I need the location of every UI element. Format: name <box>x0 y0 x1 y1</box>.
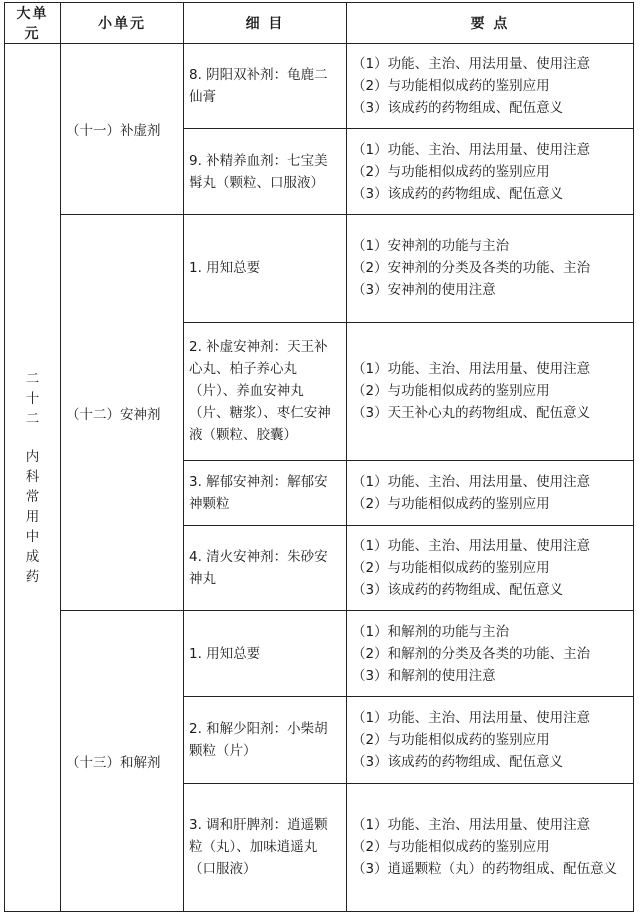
points-cell <box>347 129 634 215</box>
point-line: （1）功能、主治、用法用量、使用注意 <box>352 361 591 378</box>
item-cell: 3. 调和肝脾剂：逍遥颗粒（丸）、加味逍遥丸（口服液） <box>184 783 347 911</box>
point-line: （2）与功能相似成药的鉴别应用 <box>352 78 550 95</box>
item-cell: 9. 补精养血剂：七宝美髯丸（颗粒、口服液） <box>184 129 347 215</box>
header-points: 要 点 <box>347 3 634 44</box>
big-unit-label <box>26 369 40 587</box>
header-item: 细 目 <box>184 3 347 44</box>
point-line: （3）天王补心丸的药物组成、配伍意义 <box>352 405 591 422</box>
big-unit-cell <box>5 44 61 912</box>
point-line: （2）与功能相似成药的鉴别应用 <box>352 839 550 856</box>
point-line: （3）和解剂的使用注意 <box>352 667 496 684</box>
item-cell: 1. 用知总要 <box>184 215 347 322</box>
point-line: （2）与功能相似成药的鉴别应用 <box>352 495 550 512</box>
sub-unit-cell: （十二）安神剂 <box>61 215 184 611</box>
item-cell: 3. 解郁安神剂：解郁安神颗粒 <box>184 460 347 525</box>
points-cell <box>347 611 634 697</box>
point-line: （1）和解剂的功能与主治 <box>352 623 510 640</box>
syllabus-table <box>4 2 634 912</box>
point-line: （2）安神剂的分类及各类的功能、主治 <box>352 260 591 277</box>
points-cell <box>347 322 634 460</box>
sub-unit-cell: （十一）补虚剂 <box>61 44 184 215</box>
point-line: （2）与功能相似成药的鉴别应用 <box>352 383 550 400</box>
big-unit-char: 用 <box>25 508 40 525</box>
points-cell <box>347 697 634 783</box>
header-big-unit: 大单元 <box>5 3 61 44</box>
header-sub-unit: 小单元 <box>61 3 184 44</box>
big-unit-char: 中 <box>25 528 40 545</box>
big-unit-char: 药 <box>25 568 40 585</box>
points-cell <box>347 44 634 129</box>
point-line: （2）与功能相似成药的鉴别应用 <box>352 163 550 180</box>
big-unit-char: 成 <box>25 548 40 565</box>
item-cell: 2. 和解少阳剂：小柴胡颗粒（片） <box>184 697 347 783</box>
big-unit-char: 十 <box>25 390 40 407</box>
points-cell <box>347 215 634 322</box>
point-line: （3）该成药的药物组成、配伍意义 <box>352 185 564 202</box>
item-cell: 1. 用知总要 <box>184 611 347 697</box>
big-unit-char: 内 <box>25 448 40 465</box>
point-line: （1）功能、主治、用法用量、使用注意 <box>352 473 591 490</box>
header-row <box>5 3 634 44</box>
point-line: （3）该成药的药物组成、配伍意义 <box>352 100 564 117</box>
points-cell <box>347 526 634 611</box>
point-line: （1）功能、主治、用法用量、使用注意 <box>352 56 591 73</box>
point-line: （1）功能、主治、用法用量、使用注意 <box>352 538 591 555</box>
points-cell <box>347 460 634 525</box>
item-cell: 4. 清火安神剂：朱砂安神丸 <box>184 526 347 611</box>
sub-unit-cell: （十三）和解剂 <box>61 611 184 912</box>
item-cell: 8. 阴阳双补剂：龟鹿二仙膏 <box>184 44 347 129</box>
point-line: （3）该成药的药物组成、配伍意义 <box>352 582 564 599</box>
item-cell: 2. 补虚安神剂：天王补心丸、柏子养心丸（片）、养血安神丸（片、糖浆）、枣仁安神液（颗粒、胶囊） <box>184 322 347 460</box>
point-line: （3）逍遥颗粒（丸）的药物组成、配伍意义 <box>352 861 618 878</box>
point-line: （1）功能、主治、用法用量、使用注意 <box>352 141 591 158</box>
point-line: （1）功能、主治、用法用量、使用注意 <box>352 817 591 834</box>
table-row <box>5 611 634 697</box>
table-row <box>5 215 634 322</box>
table-row <box>5 44 634 129</box>
points-cell <box>347 783 634 911</box>
big-unit-char: 二 <box>25 370 40 387</box>
point-line: （1）安神剂的功能与主治 <box>352 238 510 255</box>
point-line: （3）安神剂的使用注意 <box>352 282 496 299</box>
point-line: （2）和解剂的分类及各类的功能、主治 <box>352 645 591 662</box>
point-line: （2）与功能相似成药的鉴别应用 <box>352 560 550 577</box>
big-unit-char: 科 <box>25 468 40 485</box>
point-line: （2）与功能相似成药的鉴别应用 <box>352 732 550 749</box>
big-unit-char: 二 <box>25 410 40 427</box>
point-line: （3）该成药的药物组成、配伍意义 <box>352 754 564 771</box>
point-line: （1）功能、主治、用法用量、使用注意 <box>352 710 591 727</box>
big-unit-char: 常 <box>25 488 40 505</box>
